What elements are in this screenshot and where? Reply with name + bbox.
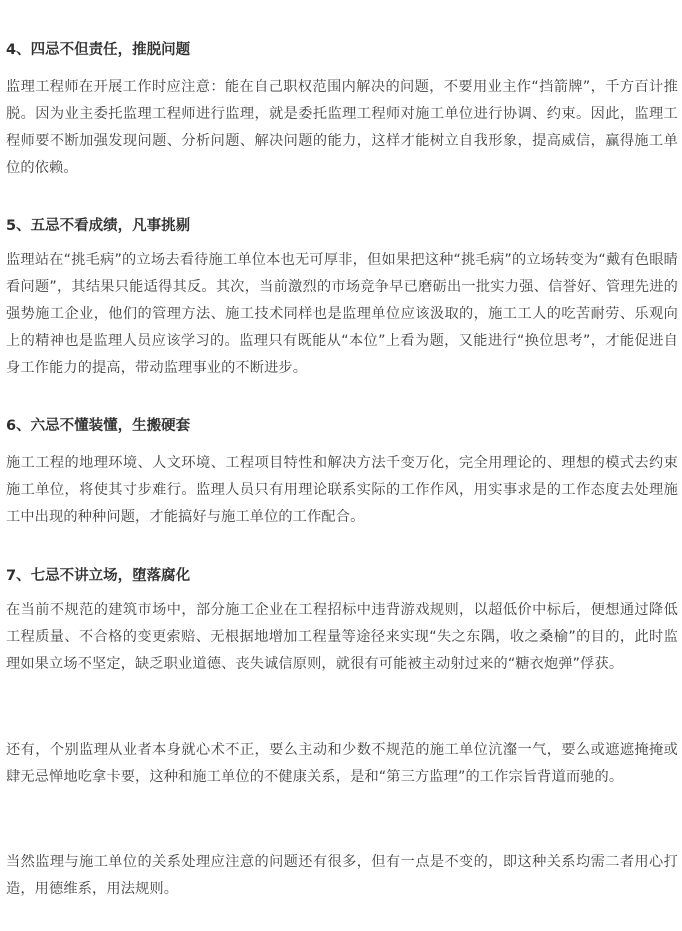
section-6-paragraph: 施工工程的地理环境、人文环境、工程项目特性和解决方法千变万化，完全用理论的、理想的模式去约束施工单位，将使其寸步难行。监理人员只有用理论联系实际的工作作风，用实事求是的工作态度去处理施工中出现的种种问题，才能搞好与施工单位的工作配合。 — [6, 455, 678, 525]
section-heading-4: 4、四忌不但责任，推脱问题 — [6, 42, 191, 58]
section-4-paragraph: 监理工程师在开展工作时应注意：能在自己职权范围内解决的问题，不要用业主作“挡箭牌”，千方百计推脱。因为业主委托监理工程师进行监理，就是委托监理工程师对施工单位进行协调、约束。因此，监理工程师要不断加强发现问题、分析问题、解决问题的能力，这样才能树立自我形象，提高威信，赢得施工单位的依赖。 — [6, 79, 678, 176]
section-heading-5: 5、五忌不看成绩，凡事挑剔 — [6, 218, 191, 234]
section-heading-7: 7、七忌不讲立场，堕落腐化 — [6, 568, 191, 584]
section-5-paragraph: 监理站在“挑毛病”的立场去看待施工单位本也无可厚非，但如果把这种“挑毛病”的立场转变为“戴有色眼睛看问题”，其结果只能适得其反。其次，当前激烈的市场竞争早已磨砺出一批实力强、信誉好、管理先进的强势施工企业，他们的管理方法、施工技术同样也是监理单位应该汲取的，施工工人的吃苦耐劳、乐观向上的精神也是监理人员应该学习的。监理只有既能从“本位”上看为题，又能进行“换位思考”，才能促进自身工作能力的提高，带动监理事业的不断进步。 — [6, 252, 678, 376]
section-heading-6: 6、六忌不懂装懂，生搬硬套 — [6, 418, 191, 434]
closing-paragraph: 当然监理与施工单位的关系处理应注意的问题还有很多，但有一点是不变的，即这种关系均需二者用心打造，用德维系，用法规则。 — [6, 854, 678, 897]
section-7-paragraph-1: 在当前不规范的建筑市场中，部分施工企业在工程招标中违背游戏规则，以超低价中标后，便想通过降低工程质量、不合格的变更索赔、无根据地增加工程量等途径来实现“失之东隅，收之桑榆”的目的，此时监理如果立场不坚定，缺乏职业道德、丧失诚信原则，就很有可能被主动射过来的“糖衣炮弹”俘获。 — [6, 602, 678, 672]
section-7-paragraph-2: 还有，个别监理从业者本身就心术不正，要么主动和少数不规范的施工单位沆瀣一气，要么或遮遮掩掩或肆无忌惮地吃拿卡要，这种和施工单位的不健康关系，是和“第三方监理”的工作宗旨背道而驰的。 — [6, 742, 678, 785]
